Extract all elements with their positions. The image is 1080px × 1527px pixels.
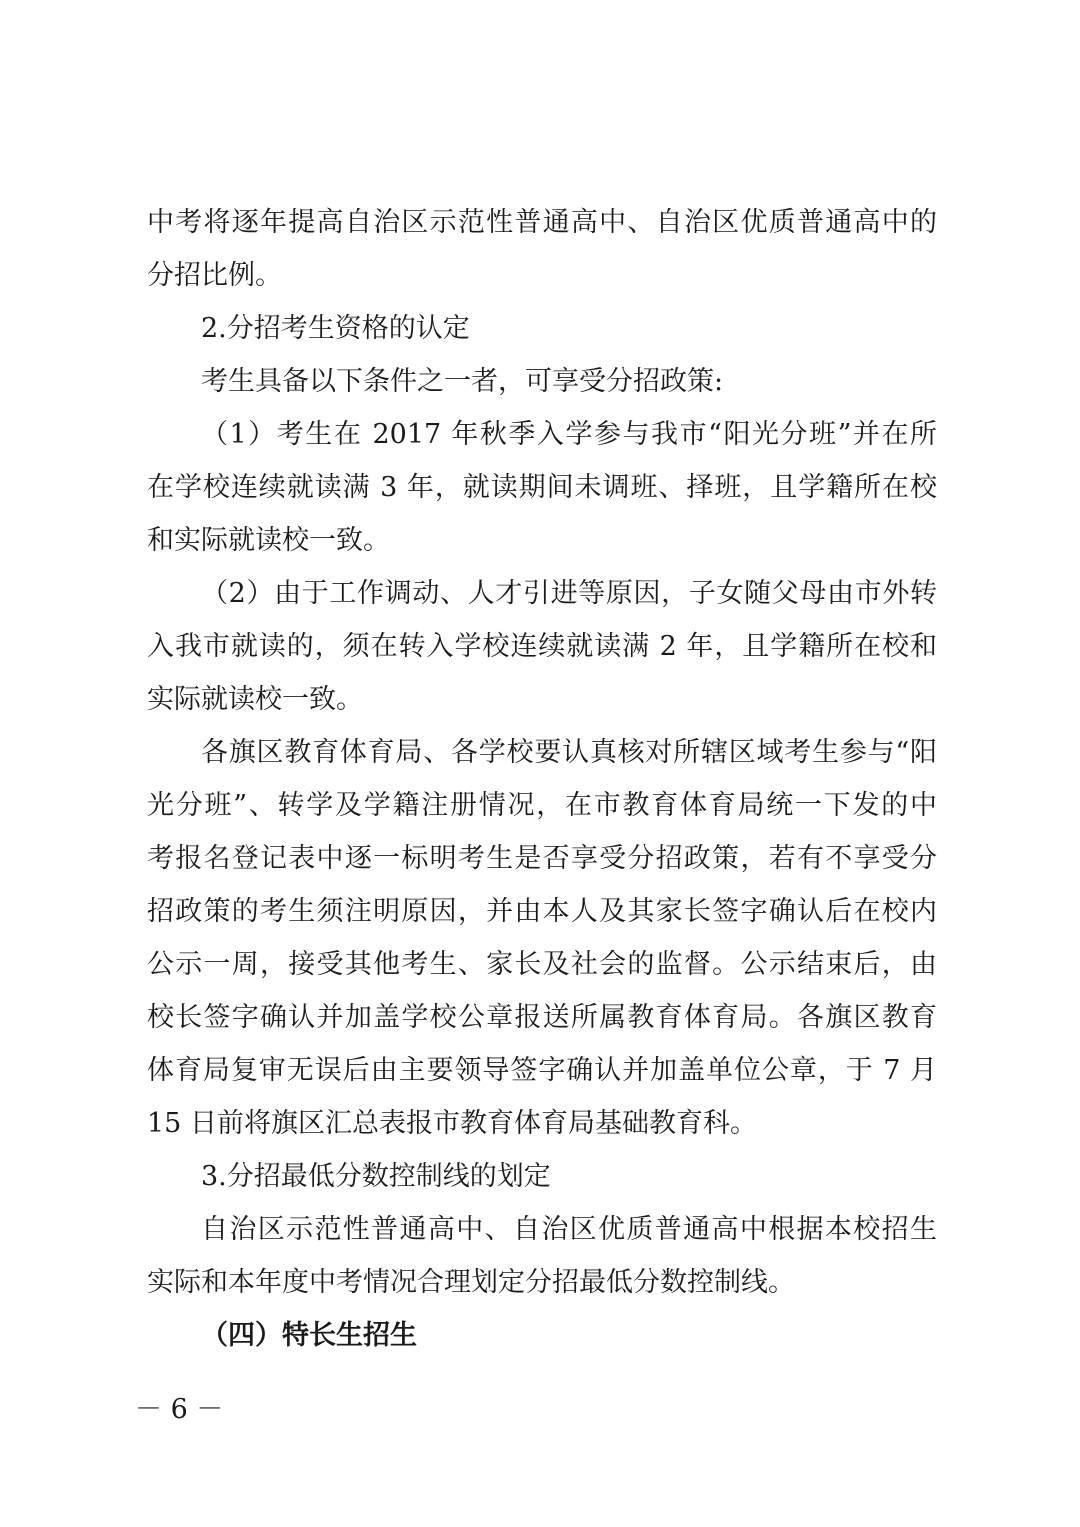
paragraph-line: 光分班”、转学及学籍注册情况，在市教育体育局统一下发的中 xyxy=(147,790,937,821)
paragraph-line: 招政策的考生须注明原因，并由本人及其家长签字确认后在校内 xyxy=(147,896,937,927)
paragraph-line: 实际和本年度中考情况合理划定分招最低分数控制线。 xyxy=(147,1267,795,1298)
paragraph-line: 校长签字确认并加盖学校公章报送所属教育体育局。各旗区教育 xyxy=(147,1002,937,1033)
paragraph-line: 公示一周，接受其他考生、家长及社会的监督。公示结束后，由 xyxy=(147,949,937,980)
paragraph-line: 考报名登记表中逐一标明考生是否享受分招政策，若有不享受分 xyxy=(147,843,937,874)
paragraph-line: 入我市就读的，须在转入学校连续就读满 2 年，且学籍所在校和 xyxy=(147,631,937,662)
paragraph-line: 实际就读校一致。 xyxy=(147,684,363,715)
paragraph-line: 15 日前将旗区汇总表报市教育体育局基础教育科。 xyxy=(147,1108,757,1139)
paragraph-line: 分招比例。 xyxy=(147,260,282,291)
paragraph-line: 自治区示范性普通高中、自治区优质普通高中根据本校招生 xyxy=(201,1214,937,1245)
page-number: － 6 － xyxy=(135,1394,224,1425)
section-heading: 3.分招最低分数控制线的划定 xyxy=(201,1161,551,1192)
paragraph-line: 在学校连续就读满 3 年，就读期间未调班、择班，且学籍所在校 xyxy=(147,472,937,503)
paragraph-line: （1）考生在 2017 年秋季入学参与我市“阳光分班”并在所 xyxy=(201,419,937,450)
section-heading: 2.分招考生资格的认定 xyxy=(201,313,470,344)
paragraph-line: 和实际就读校一致。 xyxy=(147,525,390,556)
paragraph-line: 体育局复审无误后由主要领导签字确认并加盖单位公章，于 7 月 xyxy=(147,1055,937,1086)
section-heading-bold: （四）特长生招生 xyxy=(201,1320,417,1351)
paragraph-line: （2）由于工作调动、人才引进等原因，子女随父母由市外转 xyxy=(201,578,937,609)
body-text xyxy=(147,196,937,1362)
paragraph-line: 中考将逐年提高自治区示范性普通高中、自治区优质普通高中的 xyxy=(147,207,937,238)
paragraph-line: 各旗区教育体育局、各学校要认真核对所辖区域考生参与“阳 xyxy=(201,737,937,768)
paragraph-line: 考生具备以下条件之一者，可享受分招政策: xyxy=(201,366,724,397)
